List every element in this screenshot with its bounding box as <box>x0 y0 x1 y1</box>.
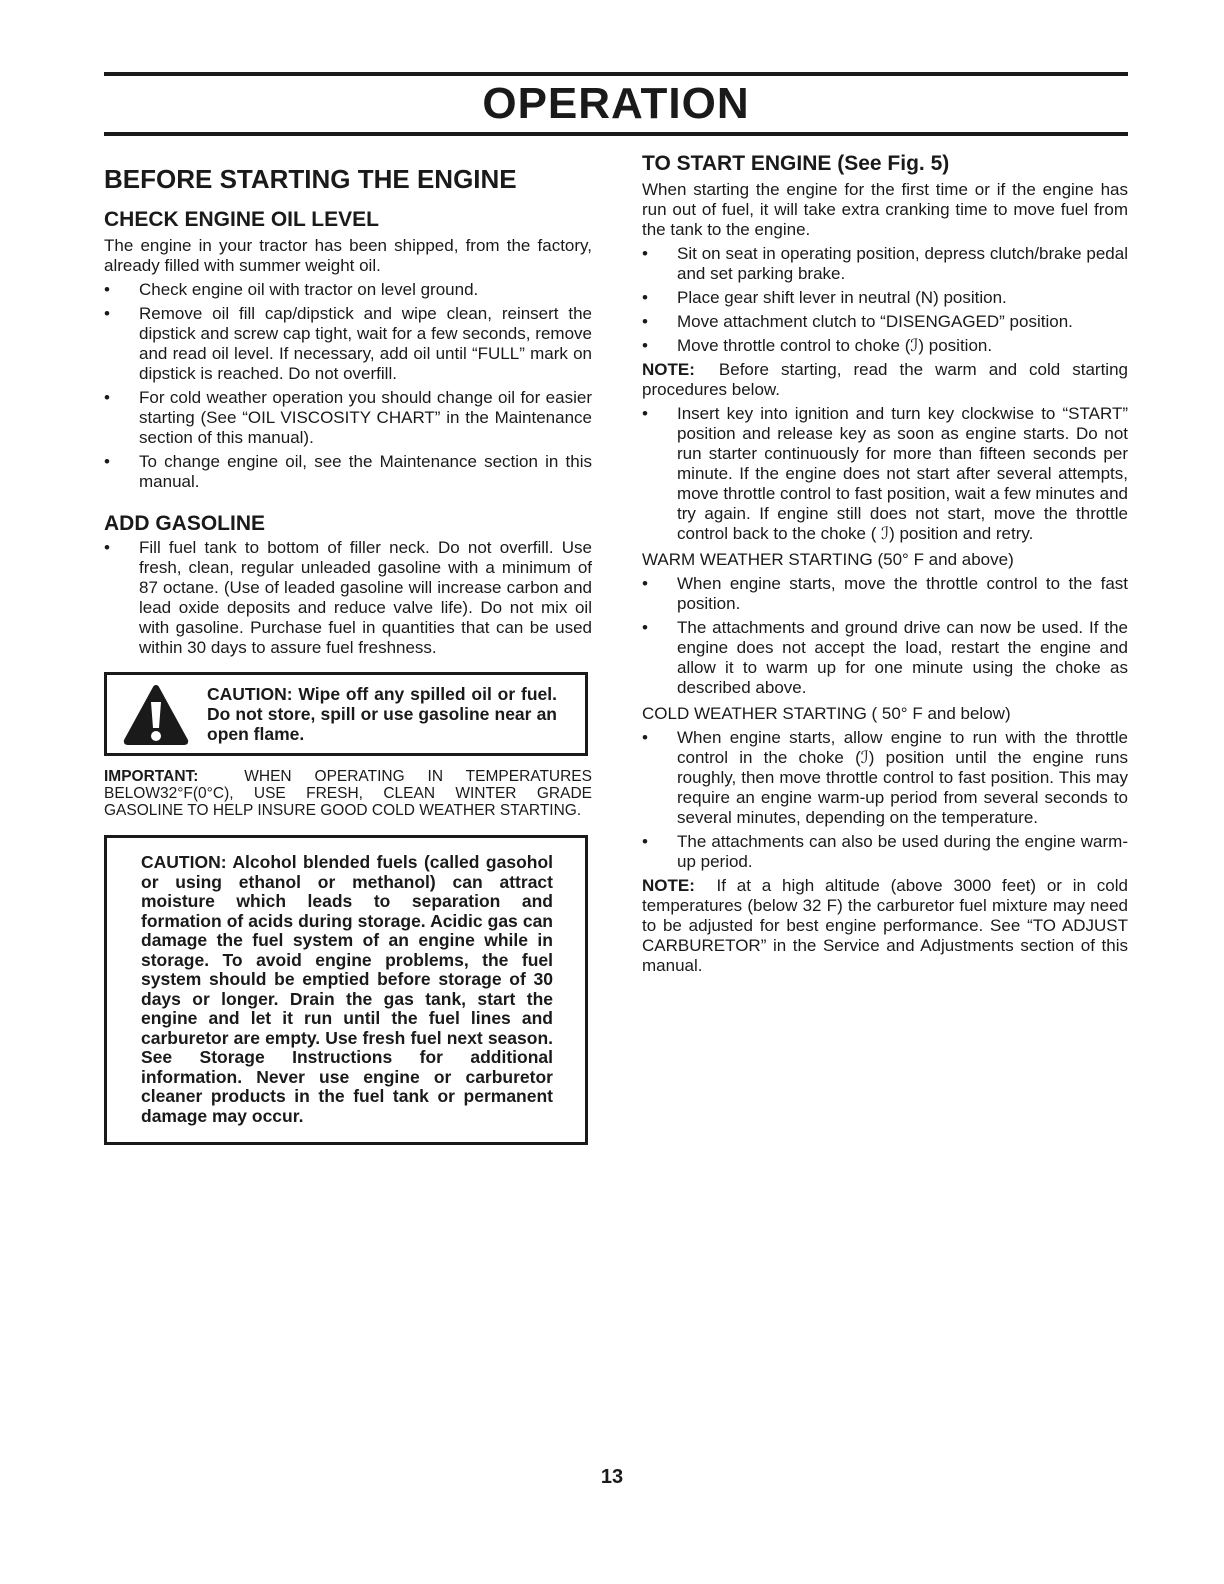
cold-weather-list <box>642 728 1128 872</box>
cold-weather-label: COLD WEATHER STARTING ( 50° F and below) <box>642 704 1011 723</box>
caution-box-flame <box>104 672 588 756</box>
left-column <box>104 152 592 1145</box>
list-item: • Insert key into ignition and turn key clockwise to “START” position and release key as soon as engine starts. Do not run starter continuously for more than fifteen seconds per minute. If the engine does not start after several attempts, move throttle control to fast position, wait a few minutes and try again. If engine still does not start, move the throttle control back to the choke ( ℐ) position and retry. <box>642 404 1128 544</box>
note-text: If at a high altitude (above 3000 feet) or in cold temperatures (below 32 F) the carburetor fuel mixture may need to be adjusted for best engine performance. See “TO ADJUST CARBURETOR” in the Service and Adjustments section of this manual. <box>642 876 1128 975</box>
warm-weather-label: WARM WEATHER STARTING (50° F and above) <box>642 550 1014 569</box>
note-procedures <box>642 360 1128 400</box>
list-item: • The attachments can also be used during the engine warm-up period. <box>642 832 1128 872</box>
start-engine-heading: TO START ENGINE (See Fig. 5) <box>642 152 950 175</box>
list-item: • For cold weather operation you should change oil for easier starting (See “OIL VISCOSITY CHART” in the Maintenance section of this manual). <box>104 388 592 448</box>
note-label: NOTE: <box>642 360 695 379</box>
note-altitude <box>642 876 1128 976</box>
caution-text-flame: CAUTION: Wipe off any spilled oil or fuel. Do not store, spill or use gasoline near an open flame. <box>207 684 557 744</box>
page-number: 13 <box>600 1466 624 1488</box>
warning-triangle-icon <box>121 682 191 748</box>
list-item: • Check engine oil with tractor on level ground. <box>104 280 592 300</box>
right-column <box>642 152 1128 980</box>
oil-intro: The engine in your tractor has been shipped, from the factory, already filled with summer weight oil. <box>104 236 592 275</box>
list-item: • Fill fuel tank to bottom of filler neck. Do not overfill. Use fresh, clean, regular unleaded gasoline with a minimum of 87 octane. (Use of leaded gasoline will increase carbon and lead oxide deposits and reduce valve life). Do not mix oil with gasoline. Purchase fuel in quantities that can be used within 30 days to assure fuel freshness. <box>104 538 592 658</box>
list-item: • When engine starts, move the throttle control to the fast position. <box>642 574 1128 614</box>
important-text: WHEN OPERATING IN TEMPERATURES BELOW32°F(0°C), USE FRESH, CLEAN WINTER GRADE GASOLINE TO HELP INSURE GOOD COLD WEATHER STARTING. <box>104 768 592 819</box>
oil-bullet-list <box>104 280 592 492</box>
list-item: • Sit on seat in operating position, depress clutch/brake pedal and set parking brake. <box>642 244 1128 284</box>
page-title: OPERATION <box>482 79 750 128</box>
important-notice <box>104 768 592 819</box>
list-item: • Remove oil fill cap/dipstick and wipe clean, reinsert the dipstick and screw cap tight, wait for a few seconds, remove and read oil level. If necessary, add oil until “FULL” mark on dipstick is reached. Do not overfill. <box>104 304 592 384</box>
section-title: BEFORE STARTING THE ENGINE <box>104 164 517 194</box>
caution-box-alcohol <box>104 835 588 1145</box>
list-item: • Place gear shift lever in neutral (N) position. <box>642 288 1128 308</box>
note-text: Before starting, read the warm and cold starting procedures below. <box>642 360 1128 399</box>
gasoline-heading: ADD GASOLINE <box>104 512 266 535</box>
oil-heading: CHECK ENGINE OIL LEVEL <box>104 208 379 231</box>
start-steps-list <box>642 244 1128 356</box>
header-rule-top <box>104 72 1128 76</box>
start-engine-intro: When starting the engine for the first time or if the engine has run out of fuel, it will take extra cranking time to move fuel from the tank to the engine. <box>642 180 1128 239</box>
list-item: • The attachments and ground drive can now be used. If the engine does not accept the load, restart the engine and allow it to warm up for one minute using the choke as described above. <box>642 618 1128 698</box>
list-item: • When engine starts, allow engine to run with the throttle control in the choke (ℐ) position until the engine runs roughly, then move throttle control to fast position. This may require an engine warm-up period from several seconds to several minutes, depending on the temperature. <box>642 728 1128 828</box>
caution-text-alcohol: CAUTION: Alcohol blended fuels (called gasohol or using ethanol or methanol) can attract moisture which leads to separation and formation of acids during storage. Acidic gas can damage the fuel system of an engine while in storage. To avoid engine problems, the fuel system should be emptied before storage of 30 days or longer. Drain the gas tank, start the engine and let it run until the fuel lines and carburetor are empty. Use fresh fuel next season. See Storage Instructions for additional information. Never use engine or carburetor cleaner products in the fuel tank or permanent damage may occur. <box>141 852 553 1126</box>
list-item: • Move attachment clutch to “DISENGAGED” position. <box>642 312 1128 332</box>
gasoline-bullet-list <box>104 538 592 658</box>
note-label: NOTE: <box>642 876 695 895</box>
warm-weather-list <box>642 574 1128 698</box>
ignition-steps-list <box>642 404 1128 544</box>
header-rule-bottom <box>104 132 1128 136</box>
list-item: • Move throttle control to choke (ℐ) position. <box>642 336 1128 356</box>
list-item: • To change engine oil, see the Maintenance section in this manual. <box>104 452 592 492</box>
important-label: IMPORTANT: <box>104 768 199 785</box>
